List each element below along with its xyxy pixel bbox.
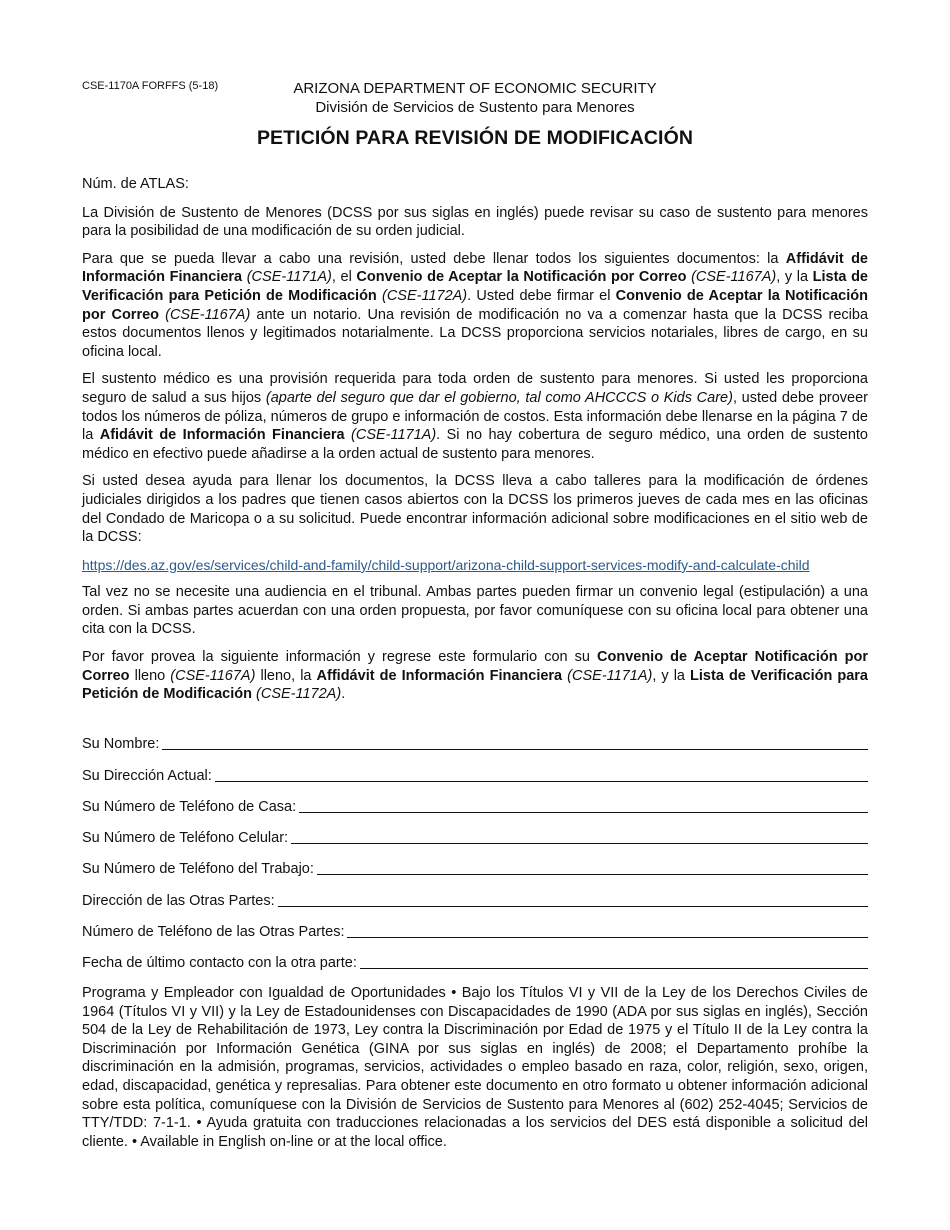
contact-form — [82, 722, 868, 972]
other-address-label: Dirección de las Otras Partes: — [82, 892, 275, 909]
division-name: División de Servicios de Sustento para Menores — [315, 99, 635, 116]
other-phone-row — [82, 910, 868, 941]
intro-paragraph: La División de Sustento de Menores (DCSS por sus siglas en inglés) puede revisar su caso de sustento para menores para la posibilidad de una modificación de su orden judicial. — [82, 204, 868, 240]
name-row — [82, 722, 868, 753]
home-phone-label: Su Número de Teléfono de Casa: — [82, 798, 297, 815]
last-contact-label: Fecha de último contacto con la otra parte: — [82, 955, 357, 972]
atlas-number-label: Núm. de ATLAS: — [82, 176, 189, 192]
address-label: Su Dirección Actual: — [82, 767, 212, 784]
address-row — [82, 753, 868, 784]
address-input[interactable] — [215, 765, 868, 782]
documents-paragraph: Para que se pueda llevar a cabo una revisión, usted debe llenar todos los siguientes documentos: la Affidávit de Información Financiera (CSE-1171A), el Convenio de Aceptar la Notificación por Correo (CSE-1167A), y la Lista de Verificación para Petición de Modificación (CSE-1172A). Usted debe firmar el Convenio de Aceptar la Notificación por Correo (CSE-1167A) ante un notario. Una revisión de modificación no va a comenzar hasta que la DCSS reciba estos documentos llenos y legitimados notarialmente. La DCSS proporciona servicios notariales, libres de cargo, en su oficina local. — [82, 250, 869, 360]
agency-name: ARIZONA DEPARTMENT OF ECONOMIC SECURITY — [293, 80, 657, 97]
cell-phone-label: Su Número de Teléfono Celular: — [82, 830, 289, 847]
work-phone-input[interactable] — [317, 858, 868, 875]
dcss-website-link[interactable]: https://des.az.gov/es/services/child-and-family/child-support/arizona-child-support-services-modify-and-calculate-child — [82, 556, 810, 573]
form-code: CSE-1170A FORFFS (5-18) — [82, 80, 219, 92]
return-form-paragraph: Por favor provea la siguiente información y regrese este formulario con su Convenio de Aceptar Notificación por Correo lleno (CSE-1167A) lleno, la Affidávit de Información Financiera (CSE-1171A), y la Lista de Verificación para Petición de Modificación (CSE-1172A). — [82, 649, 868, 703]
other-phone-input[interactable] — [347, 921, 868, 938]
last-contact-row — [82, 941, 868, 972]
instructions — [82, 175, 868, 713]
name-input[interactable] — [162, 733, 868, 750]
page-title: PETICIÓN PARA REVISIÓN DE MODIFICACIÓN — [256, 127, 694, 149]
home-phone-row — [82, 785, 868, 816]
agency-header — [0, 79, 950, 117]
cell-phone-row — [82, 816, 868, 847]
nondiscrimination-notice: Programa y Empleador con Igualdad de Oportunidades • Bajo los Títulos VI y VII de la Ley de los Derechos Civiles de 1964 (Títulos VI y VII) y la Ley de Estadounidenses con Discapacidades de 1990 (ADA por sus siglas en inglés), Sección 504 de la Ley de Rehabilitación de 1973, Ley contra la Discriminación por Edad de 1975 y el Título II de la Ley contra la Discriminación por Información Genética (GINA por sus siglas en inglés) de 2008; el Departamento prohíbe la discriminación en la admisión, programas, servicios, actividades o empleo basado en raza, color, religión, sexo, origen, edad, discapacidad, genética y represalias. Para obtener este documento en otro formato u obtener información adicional sobre esta política, comuníquese con la División de Servicios de Sustento para Menores al (602) 252-4045; Servicios de TTY/TDD: 7-1-1. • Ayuda gratuita con traducciones relacionadas a los servicios del DES está disponible a solicitud del cliente. • Available in English on-line or at the local office. — [82, 985, 868, 1150]
medical-support-paragraph: El sustento médico es una provisión requerida para toda orden de sustento para menores. Si usted les proporciona seguro de salud a sus hijos (aparte del seguro que dar el gobierno, tal como AHCCCS o Kids Care), usted debe proveer todos los números de póliza, números de grupo e información de costos. Esta información debe llenarse en la página 7 de la Afidávit de Información Financiera (CSE-1171A). Si no hay cobertura de seguro médico, una orden de sustento médico en efectivo puede añadirse a la orden actual de sustento para menores. — [82, 371, 868, 462]
stipulation-paragraph: Tal vez no se necesite una audiencia en el tribunal. Ambas partes pueden firmar un convenio legal (estipulación) a una orden. Si ambas partes acuerdan con una orden propuesta, por favor comuníquese con su oficina local para obtener una cita con la DCSS. — [82, 584, 868, 638]
other-address-row — [82, 878, 868, 909]
work-phone-row — [82, 847, 868, 878]
name-label: Su Nombre: — [82, 736, 160, 753]
cell-phone-input[interactable] — [291, 827, 868, 844]
other-phone-label: Número de Teléfono de las Otras Partes: — [82, 924, 345, 941]
other-address-input[interactable] — [278, 890, 868, 907]
last-contact-input[interactable] — [360, 952, 868, 969]
workshop-paragraph: Si usted desea ayuda para llenar los documentos, la DCSS lleva a cabo talleres para la modificación de órdenes judiciales dirigidos a los padres que tienen casos abiertos con la DCSS los primeros jueves de cada mes en las oficinas del Condado de Maricopa o a su solicitud. Puede encontrar información adicional sobre modificaciones en el sitio web de la DCSS: — [82, 473, 868, 546]
home-phone-input[interactable] — [299, 796, 868, 813]
work-phone-label: Su Número de Teléfono del Trabajo: — [82, 861, 314, 878]
